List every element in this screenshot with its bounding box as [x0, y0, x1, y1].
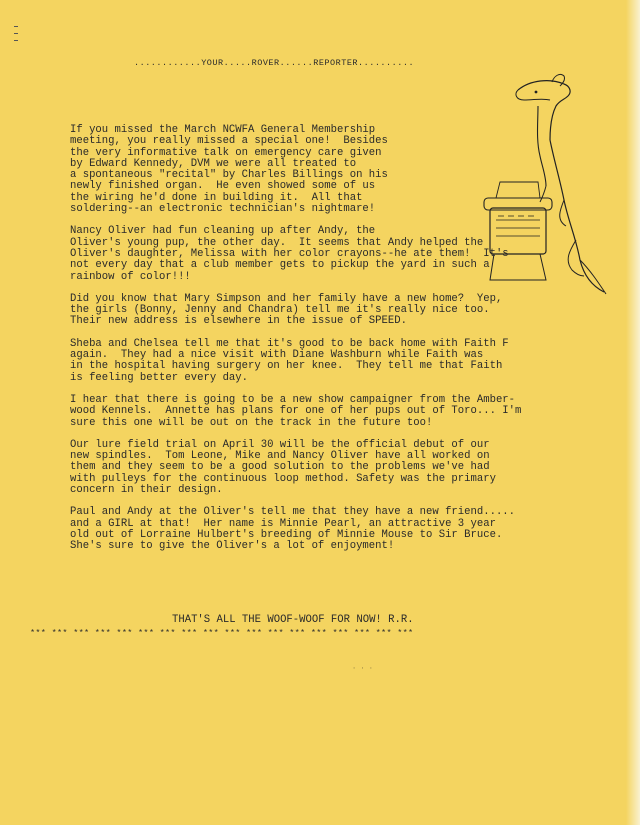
- column-header: ............YOUR.....ROVER......REPORTER..........: [134, 58, 415, 68]
- paragraph-meeting: If you missed the March NCWFA General Membership meeting, you really missed a special one! Besides the very informative talk on emergency care given by Edward Kennedy, DVM we were all treated to a spontaneous "recital" by Charles Billings on his newly finished organ. He even showed some of us the wiring he'd done in building it. All that soldering--an electronic technician's nightmare!: [70, 124, 388, 216]
- article-body: [70, 125, 590, 564]
- paragraph-faith: Sheba and Chelsea tell me that it's good to be back home with Faith F again. They had a nice visit with Diane Washburn while Faith was in the hospital having surgery on her knee. They tell me that Faith is feeling better every day.: [70, 337, 509, 384]
- paragraph-lure-trial: Our lure field trial on April 30 will be the official debut of our new spindles. Tom Leone, Mike and Nancy Oliver have all worked on them and they seem to be a good solution to the problems we've had with pulleys for the continuous loop method. Safety was the primary concern in their design.: [70, 438, 496, 497]
- page-edge: [626, 0, 640, 825]
- margin-marks: [14, 26, 20, 56]
- paragraph-crayons: Nancy Oliver had fun cleaning up after Andy, the Oliver's young pup, the other day. It seems that Andy helped the Oliver's daughter, Melissa with her color crayons--he ate them! It's not every day that a club member gets to pickup the yard in such a rainbow of color!!!: [70, 225, 509, 283]
- footer-marks: · · ·: [352, 665, 374, 673]
- signoff-line: THAT'S ALL THE WOOF-WOOF FOR NOW! R.R.: [172, 614, 414, 626]
- paragraph-new-home: Did you know that Mary Simpson and her family have a new home? Yep, the girls (Bonny, Jenny and Chandra) tell me it's really nice too. Their new address is elsewhere in the issue of SPEED.: [70, 292, 503, 328]
- paragraph-minnie-pearl: Paul and Andy at the Oliver's tell me that they have a new friend..... and a GIRL at that! Her name is Minnie Pearl, an attractive 3 year old out of Lorraine Hulbert's breeding of Minnie Mouse to Sir Bruce. She's sure to give the Oliver's a lot of enjoyment!: [70, 506, 516, 553]
- paragraph-amberwood: I hear that there is going to be a new show campaigner from the Amber- wood Kennels. Annette has plans for one of her pups out of Toro... I'm sure this one will be out on the track in the future too!: [70, 393, 522, 429]
- star-divider: *** *** *** *** *** *** *** *** *** *** *** *** *** *** *** *** *** ***: [30, 628, 414, 638]
